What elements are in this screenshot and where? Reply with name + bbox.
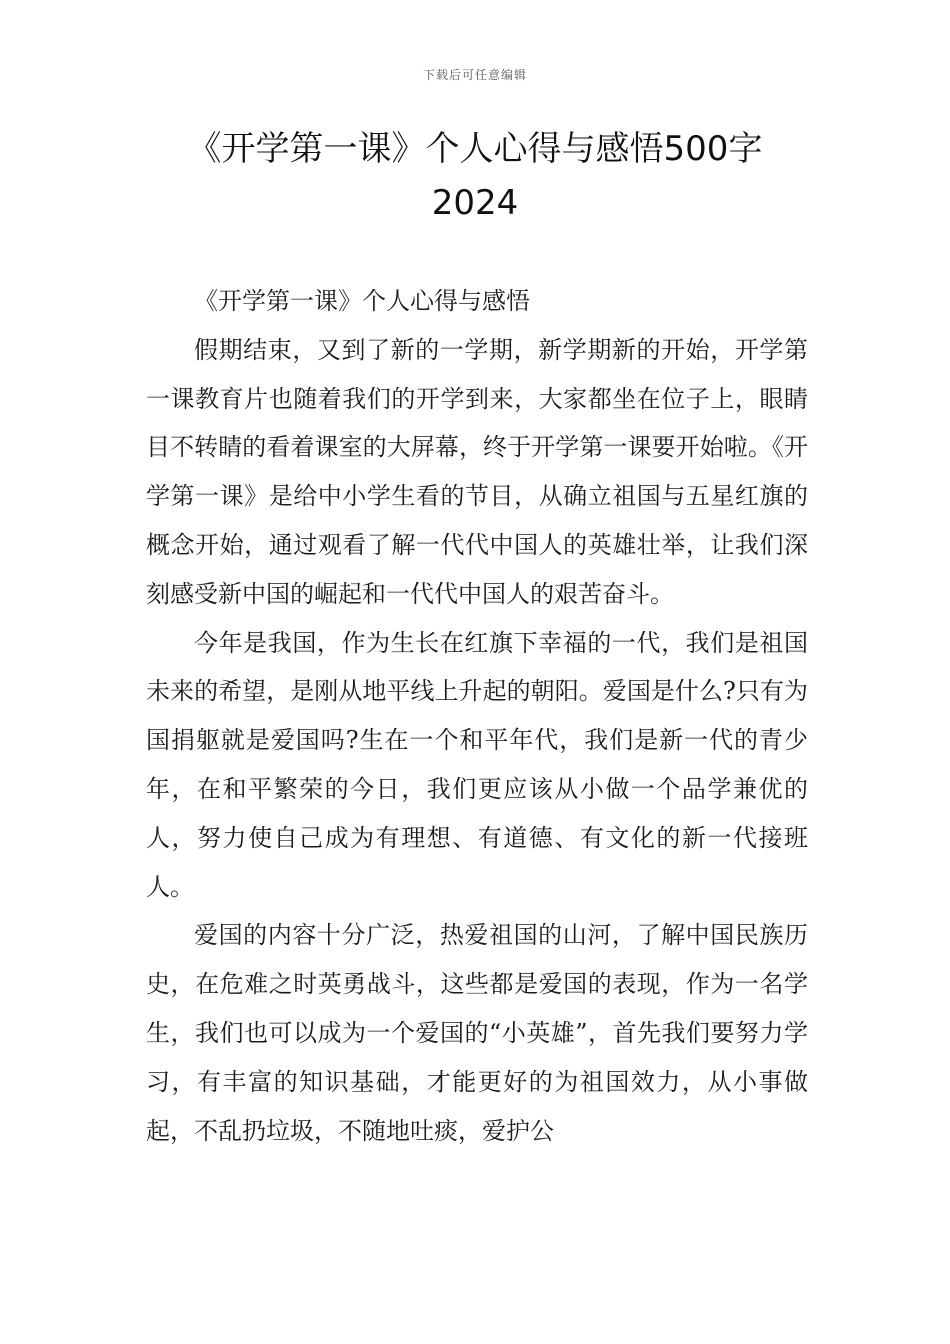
title-line-2: 2024 — [431, 183, 519, 223]
title-line-1: 《开学第一课》个人心得与感悟500字 — [187, 129, 763, 169]
download-note: 下载后可任意编辑 — [422, 68, 527, 82]
document-title — [100, 122, 850, 230]
paragraph-1: 假期结束，又到了新的一学期，新学期新的开始，开学第一课教育片也随着我们的开学到来，大家都坐在位子上，眼睛目不转睛的看着课室的大屏幕，终于开学第一课要开始啦。《开学第一课》是给中小学生看的节目，从确立祖国与五星红旗的概念开始，通过观看了解一代代中国人的英雄壮举，让我们深刻感受新中国的崛起和一代代中国人的艰苦奋斗。 — [146, 335, 808, 608]
document-body — [146, 277, 808, 1155]
section-subtitle: 《开学第一课》个人心得与感悟 — [194, 287, 530, 315]
paragraph-2: 今年是我国，作为生长在红旗下幸福的一代，我们是祖国未来的希望，是刚从地平线上升起的朝阳。爱国是什么?只有为国捐躯就是爱国吗?生在一个和平年代，我们是新一代的青少年，在和平繁荣的今日，我们更应该从小做一个品学兼优的人，努力使自己成为有理想、有道德、有文化的新一代接班人。 — [146, 628, 808, 901]
paragraph-3: 爱国的内容十分广泛，热爱祖国的山河，了解中国民族历史，在危难之时英勇战斗，这些都是爱国的表现，作为一名学生，我们也可以成为一个爱国的“小英雄”，首先我们要努力学习，有丰富的知识基础，才能更好的为祖国效力，从小事做起，不乱扔垃圾，不随地吐痰，爱护公 — [146, 921, 808, 1145]
